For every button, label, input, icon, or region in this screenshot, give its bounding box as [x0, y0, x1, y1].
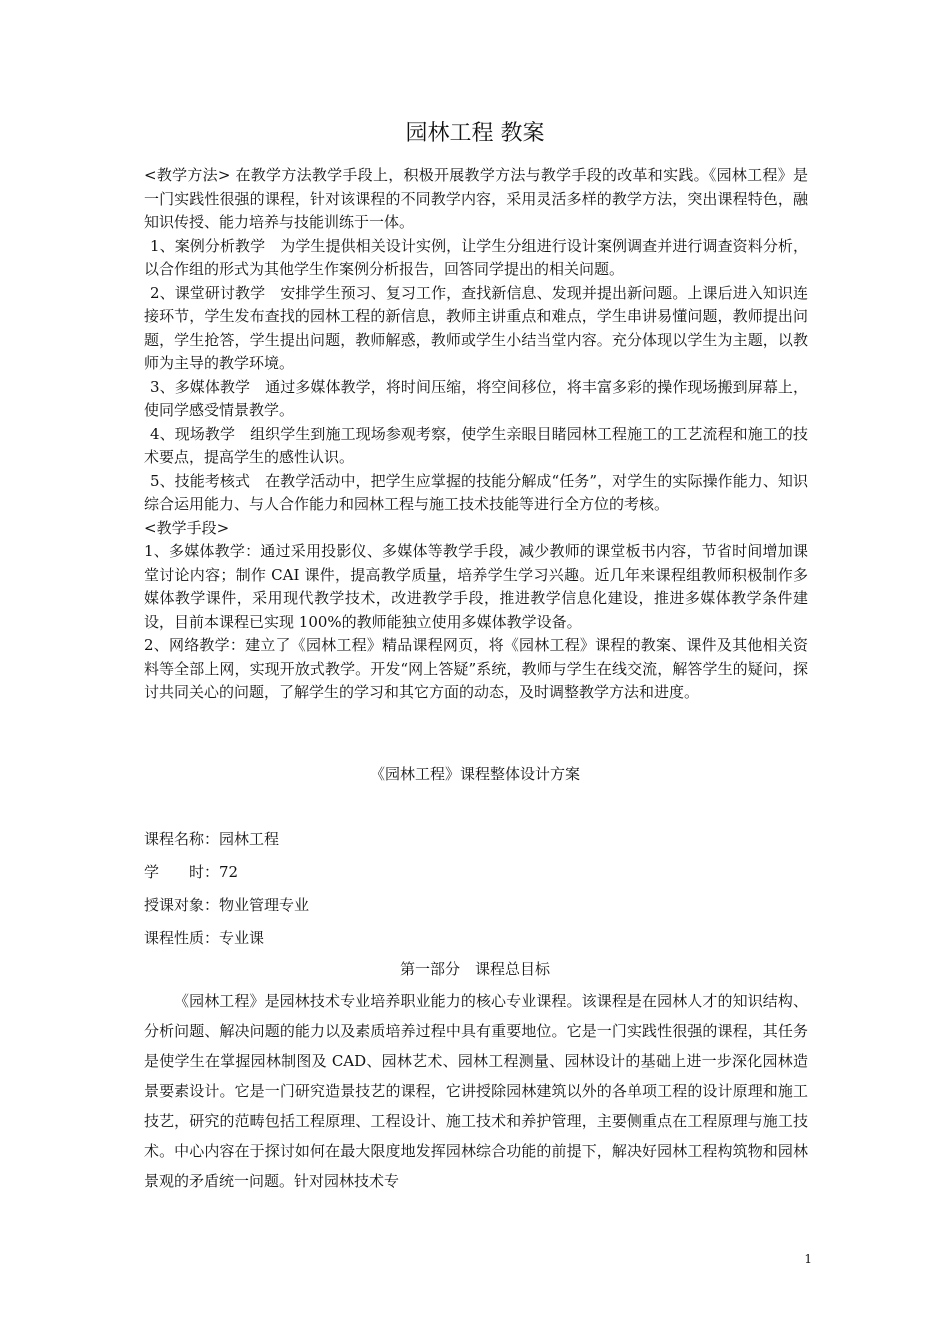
teaching-methods-intro: <教学方法> 在教学方法教学手段上，积极开展教学方法与教学手段的改革和实践。《园林工程》是一门实践性很强的课程，针对该课程的不同教学内容，采用灵活多样的教学方法，突出课程特色，融知识传授、能力培养与技能训练于一体。: [144, 166, 808, 231]
part-one-body: 《园林工程》是园林技术专业培养职业能力的核心专业课程。该课程是在园林人才的知识结构、分析问题、解决问题的能力以及素质培养过程中具有重要地位。它是一门实践性很强的课程，其任务是使学生在掌握园林制图及 CAD、园林艺术、园林工程测量、园林设计的基础上进一步深化园林造景要素设计。它是一门研究造景技艺的课程，它讲授除园林建筑以外的各单项工程的设计原理和施工技艺，研究的范畴包括工程原理、工程设计、施工技术和养护管理，主要侧重点在工程原理与施工技术。中心内容在于探讨如何在最大限度地发挥园林综合功能的前提下，解决好园林工程构筑物和园林景观的矛盾统一问题。针对园林技术专: [144, 992, 808, 1190]
course-hours-line: 学 时：72: [144, 863, 239, 881]
course-name-line: 课程名称：园林工程: [144, 830, 280, 848]
means-item-network: 2、网络教学：建立了《园林工程》精品课程网页，将《园林工程》课程的教案、课件及其他相关资料等全部上网，实现开放式教学。开发“网上答疑”系统，教师与学生在线交流，解答学生的疑问，探讨共同关心的问题，了解学生的学习和其它方面的动态，及时调整教学方法和进度。: [144, 636, 808, 701]
teaching-means-heading: <教学手段>: [144, 518, 230, 537]
method-item-multimedia: 3、多媒体教学 通过多媒体教学，将时间压缩，将空间移位，将丰富多彩的操作现场搬到屏幕上，使同学感受情景教学。: [144, 377, 808, 419]
course-audience-line: 授课对象：物业管理专业: [144, 896, 310, 914]
course-type-line: 课程性质：专业课: [144, 929, 265, 947]
teaching-methods-section: [144, 164, 808, 705]
page-number: 1: [804, 1252, 812, 1266]
method-item-classroom-discussion: 2、课堂研讨教学 安排学生预习、复习工作，查找新信息、发现并提出新问题。上课后进入知识连接环节，学生发布查找的园林工程的新信息，教师主讲重点和难点，学生串讲易懂问题，教师提出问题，学生抢答，学生提出问题，教师解惑，教师或学生小结当堂内容。充分体现以学生为主题，以教师为主导的教学环境。: [144, 283, 808, 372]
part-one-heading: 第一部分 课程总目标: [399, 960, 550, 978]
means-item-multimedia: 1、多媒体教学：通过采用投影仪、多媒体等教学手段，减少教师的课堂板书内容，节省时间增加课堂讨论内容；制作 CAI 课件，提高教学质量，培养学生学习兴趣。近几年来课程组教师积极制作多媒体教学课件，采用现代教学技术，改进教学手段，推进教学信息化建设，推进多媒体教学条件建设，目前本课程已实现 100%的教师能独立使用多媒体教学设备。: [144, 542, 808, 631]
document-title: 园林工程 教案: [405, 121, 545, 146]
method-item-skill-assessment: 5、技能考核式 在教学活动中，把学生应掌握的技能分解成“任务”，对学生的实际操作能力、知识综合运用能力、与人合作能力和园林工程与施工技术技能等进行全方位的考核。: [144, 471, 808, 513]
course-design-title: 《园林工程》课程整体设计方案: [369, 765, 580, 783]
method-item-case-analysis: 1、案例分析教学 为学生提供相关设计实例，让学生分组进行设计案例调查并进行调查资料分析，以合作组的形式为其他学生作案例分析报告，回答同学提出的相关问题。: [144, 236, 808, 278]
method-item-field-teaching: 4、现场教学 组织学生到施工现场参观考察，使学生亲眼目睹园林工程施工的工艺流程和施工的技术要点，提高学生的感性认识。: [144, 424, 808, 466]
